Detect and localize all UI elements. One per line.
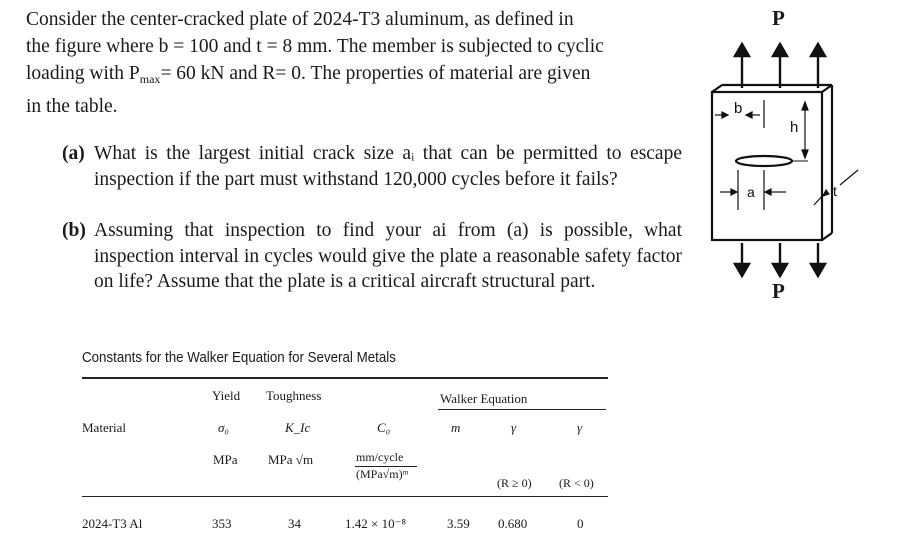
walker-group-rule xyxy=(438,409,606,410)
question-b xyxy=(62,218,682,295)
question-a-label: (a) xyxy=(62,143,85,164)
top-load-label: P xyxy=(772,6,785,30)
plate xyxy=(712,85,832,240)
unit-yield: MPa xyxy=(213,452,238,467)
row-yield: 353 xyxy=(212,516,232,531)
header-kic: K_Ic xyxy=(285,420,311,435)
question-a-text: What is the largest initial crack size aᵢ that can be permitted to escape inspection if the part must withstand 120,000 cycles before it fails? xyxy=(94,143,682,190)
question-b-label: (b) xyxy=(62,220,86,241)
header-walker-group: Walker Equation xyxy=(440,391,528,406)
question-b-text: Assuming that inspection to find your ai from (a) is possible, what inspection interval in cycles would give the plate a reasonable safety factor on life? Assume that the plate is a critical aircraft structural part. xyxy=(94,220,682,292)
unit-c0-top: mm/cycle xyxy=(356,450,404,464)
intro-line-3 xyxy=(26,60,686,93)
width-label: b xyxy=(734,100,743,117)
header-sigma0: σ₀ xyxy=(218,420,229,435)
height-label: h xyxy=(790,119,799,136)
unit-r-neg: (R < 0) xyxy=(559,476,594,490)
crack xyxy=(736,156,792,166)
row-gamma-neg: 0 xyxy=(577,516,584,531)
table-top-rule xyxy=(82,377,608,379)
unit-r-pos: (R ≥ 0) xyxy=(497,476,532,490)
row-material: 2024-T3 Al xyxy=(82,516,143,531)
row-toughness: 34 xyxy=(288,516,301,531)
bottom-load-label: P xyxy=(772,279,785,303)
header-c0: C₀ xyxy=(377,420,391,435)
intro-line-3b: = 60 kN and R= 0. The properties of material are given xyxy=(160,63,591,84)
table-header-rule xyxy=(82,496,608,497)
problem-intro xyxy=(26,6,686,120)
intro-line-3a: loading with P xyxy=(26,63,140,84)
intro-line-4: in the table. xyxy=(26,96,118,117)
thickness-dimension xyxy=(814,170,858,205)
crack-length-dimension xyxy=(720,170,786,210)
header-gamma-pos: γ xyxy=(511,420,517,435)
height-dimension xyxy=(802,102,808,158)
bottom-load-arrows xyxy=(735,243,825,276)
header-m: m xyxy=(451,420,461,435)
header-material: Material xyxy=(82,420,127,435)
top-load-arrows xyxy=(735,44,825,88)
header-yield: Yield xyxy=(212,388,241,403)
thickness-label: t xyxy=(833,183,837,199)
intro-line-2: the figure where b = 100 and t = 8 mm. The member is subjected to cyclic xyxy=(26,36,604,57)
question-a xyxy=(62,141,682,192)
header-gamma-neg: γ xyxy=(577,420,583,435)
intro-line-1: Consider the center-cracked plate of 2024-T3 aluminum, as defined in xyxy=(26,9,574,30)
pmax-subscript: max xyxy=(139,72,161,86)
crack-label: a xyxy=(747,184,755,200)
row-c0: 1.42 × 10⁻⁸ xyxy=(345,516,406,531)
table-title: Constants for the Walker Equation for Several Metals xyxy=(82,350,396,366)
row-gamma-pos: 0.680 xyxy=(498,516,528,531)
unit-c0-bottom: (MPa√m)ᵐ xyxy=(356,467,409,481)
row-m: 3.59 xyxy=(447,516,470,531)
width-dimension xyxy=(715,100,764,128)
unit-toughness: MPa √m xyxy=(268,452,314,467)
header-toughness: Toughness xyxy=(266,388,322,403)
